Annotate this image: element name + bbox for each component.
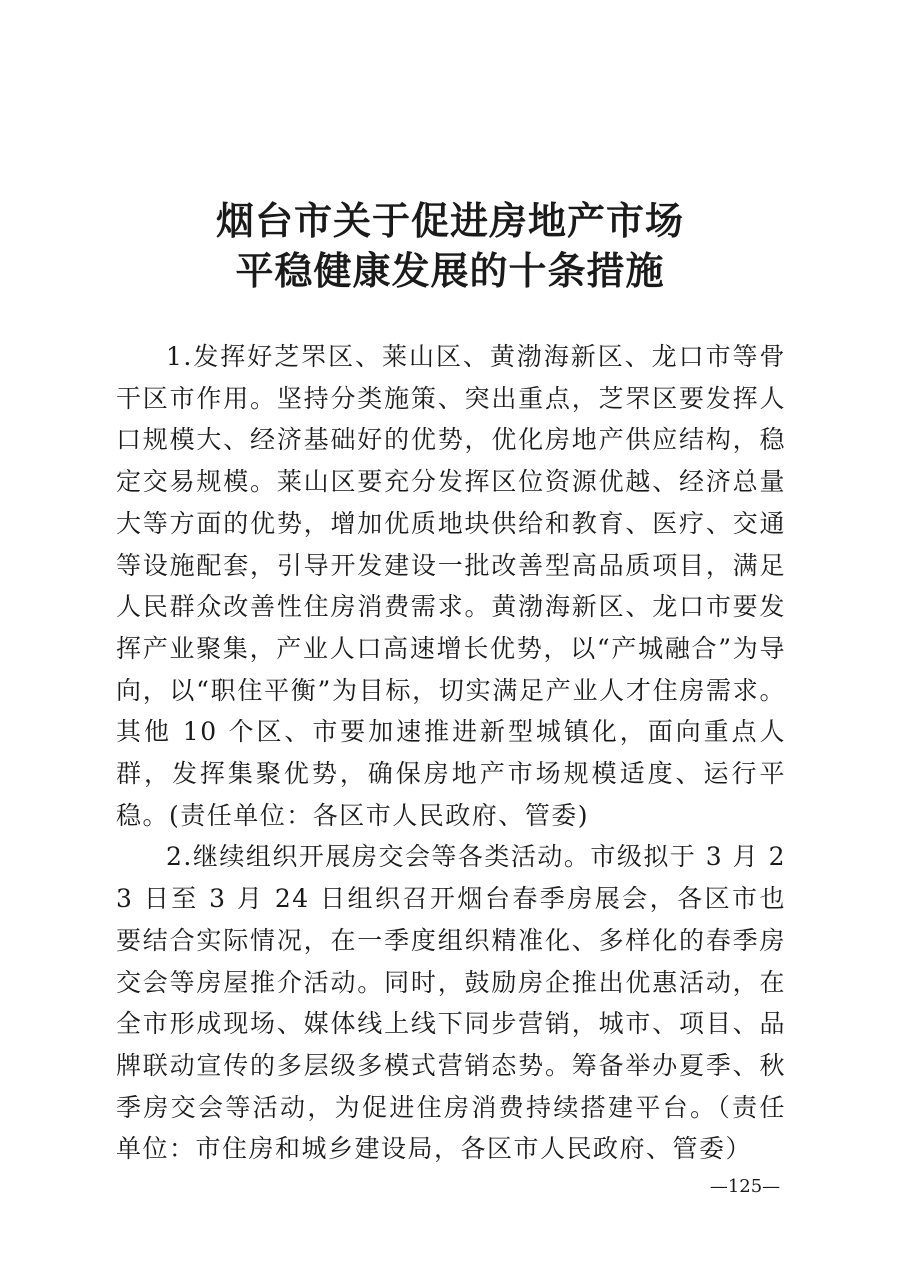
page-number: —125— [709,1176,781,1197]
title-line-1: 烟台市关于促进房地产市场 [215,198,684,243]
title-line-2: 平稳健康发展的十条措施 [235,248,665,293]
document-body [116,336,786,1170]
document-title [0,196,900,296]
paragraph-1: 1.发挥好芝罘区、莱山区、黄渤海新区、龙口市等骨干区市作用。坚持分类施策、突出重点，芝罘区要发挥人口规模大、经济基础好的优势，优化房地产供应结构，稳定交易规模。莱山区要充分发挥区位资源优越、经济总量大等方面的优势，增加优质地块供给和教育、医疗、交通等设施配套，引导开发建设一批改善型高品质项目，满足人民群众改善性住房消费需求。黄渤海新区、龙口市要发挥产业聚集，产业人口高速增长优势，以“产城融合”为导向，以“职住平衡”为目标，切实满足产业人才住房需求。其他 10 个区、市要加速推进新型城镇化，面向重点人群，发挥集聚优势，确保房地产市场规模适度、运行平稳。(责任单位：各区市人民政府、管委) [116,342,786,830]
paragraph-2: 2.继续组织开展房交会等各类活动。市级拟于 3 月 23 日至 3 月 24 日组织召开烟台春季房展会，各区市也要结合实际情况，在一季度组织精准化、多样化的春季房交会等房屋推介活动。同时，鼓励房企推出优惠活动，在全市形成现场、媒体线上线下同步营销，城市、项目、品牌联动宣传的多层级多模式营销态势。筹备举办夏季、秋季房交会等活动，为促进住房消费持续搭建平台。（责任单位：市住房和城乡建设局，各区市人民政府、管委） [116,842,787,1164]
